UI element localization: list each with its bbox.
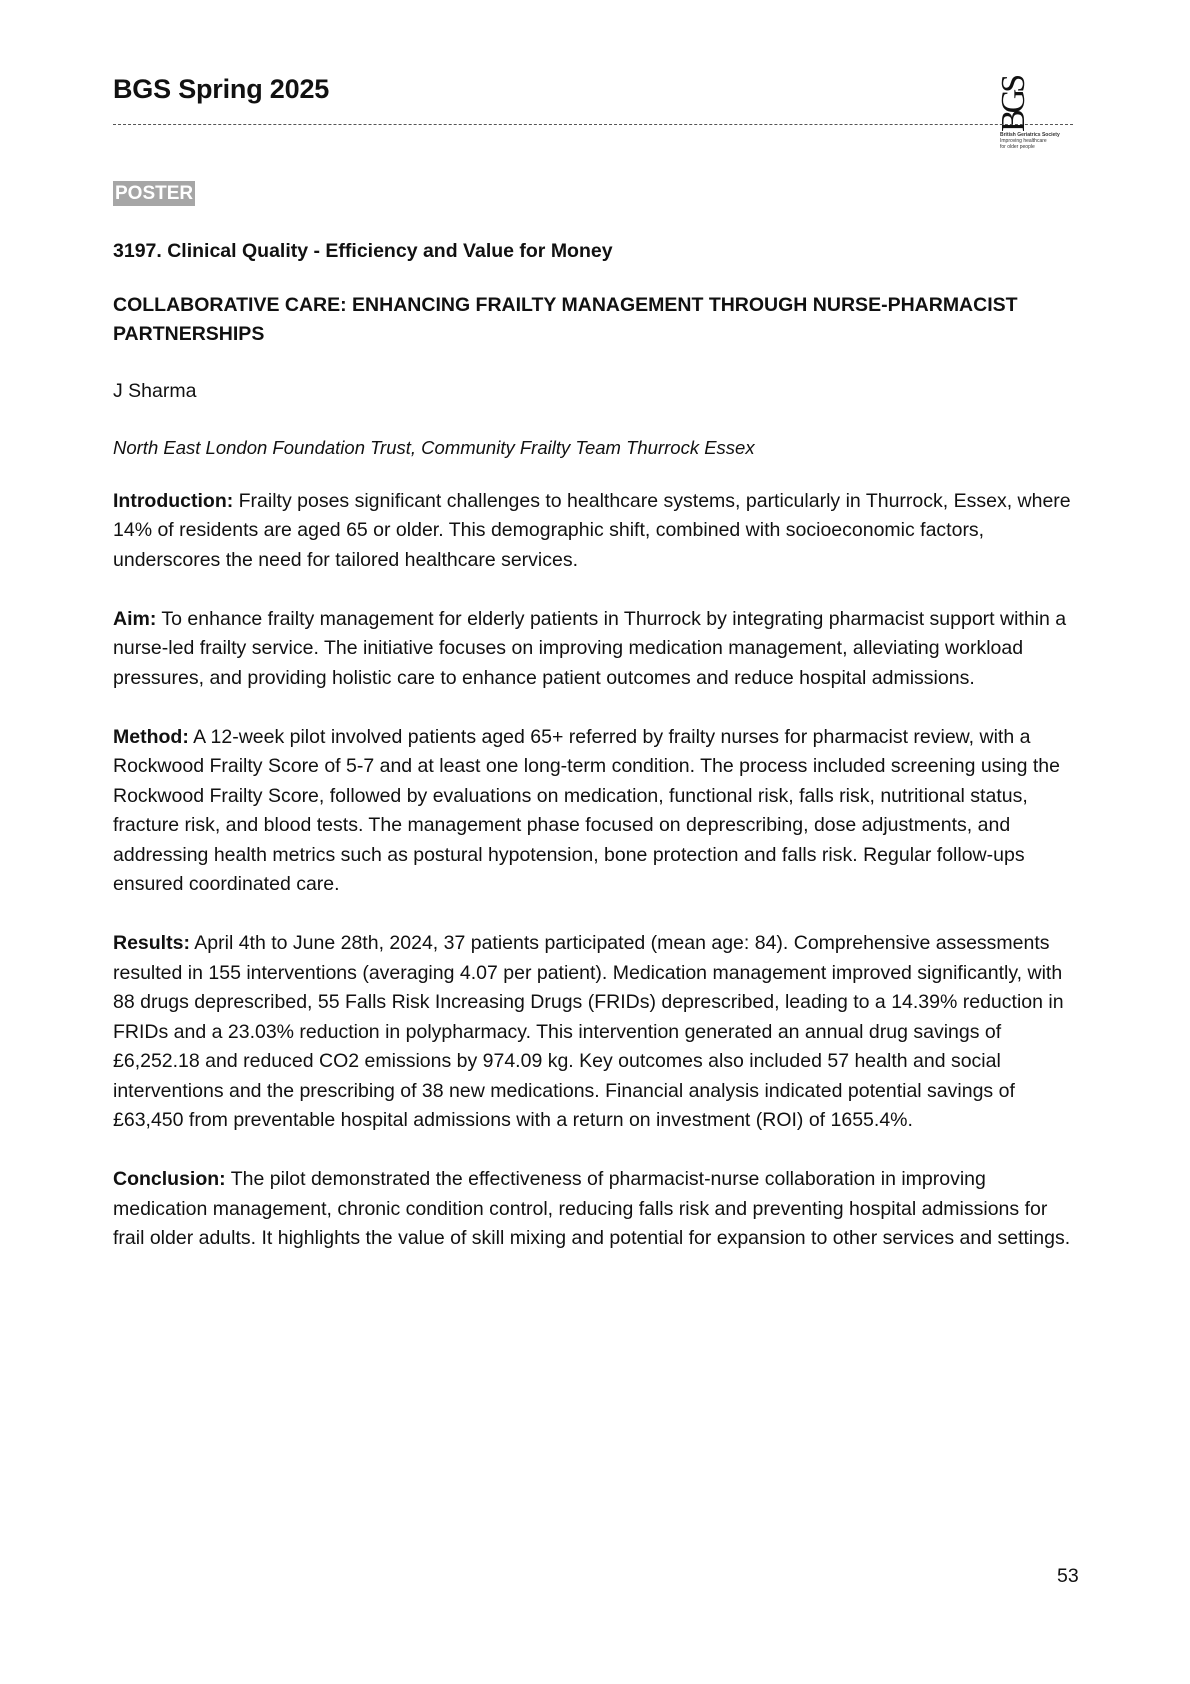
section-label: Introduction: xyxy=(113,489,234,512)
section-label: Results: xyxy=(113,932,190,954)
abstract-title: COLLABORATIVE CARE: ENHANCING FRAILTY MANAGEMENT THROUGH NURSE-PHARMACIST PARTNERSHIPS xyxy=(113,293,1018,345)
abstract-body xyxy=(113,237,1083,1283)
bgs-logo-mark-icon: BGS xyxy=(995,77,1032,132)
abstract-author: J Sharma xyxy=(113,379,197,402)
section-results xyxy=(113,929,1083,1136)
logo-tagline-1: Improving healthcare xyxy=(1000,138,1047,144)
abstract-affiliation: North East London Foundation Trust, Community Frailty Team Thurrock Essex xyxy=(113,437,755,458)
header-divider xyxy=(113,124,1073,125)
page-header-title: BGS Spring 2025 xyxy=(113,74,330,104)
section-text: April 4th to June 28th, 2024, 37 patients participated (mean age: 84). Comprehensive assessments resulted in 155 interventions (averaging 4.07 per patient). Medication management improved significantly, with 88 drugs deprescribed, 55 Falls Risk Increasing Drugs (FRIDs) deprescribed, leading to a 14.39% reduction in FRIDs and a 23.03% reduction in polypharmacy. This intervention generated an annual drug savings of £6,252.18 and reduced CO2 emissions by 974.09 kg. Key outcomes also included 57 health and social interventions and the prescribing of 38 new medications. Financial analysis indicated potential savings of £63,450 from preventable hospital admissions with a return on investment (ROI) of 1655.4%. xyxy=(113,932,1064,1131)
bgs-logo xyxy=(995,52,1090,150)
section-text: The pilot demonstrated the effectiveness of pharmacist-nurse collaboration in improving medication management, chronic condition control, reducing falls risk and preventing hospital admissions for frail older adults. It highlights the value of skill mixing and potential for expansion to other services and settings. xyxy=(113,1168,1071,1249)
poster-tag: POSTER xyxy=(115,183,194,204)
section-aim xyxy=(113,605,1083,694)
section-label: Aim: xyxy=(113,607,157,630)
section-label: Conclusion: xyxy=(113,1168,226,1190)
logo-tagline-2: for older people xyxy=(1000,144,1035,150)
section-conclusion xyxy=(113,1165,1083,1254)
logo-caption xyxy=(1000,132,1090,150)
section-introduction xyxy=(113,487,1083,576)
logo-org-name: British Geriatrics Society xyxy=(1000,132,1060,138)
section-text: To enhance frailty management for elderly patients in Thurrock by integrating pharmacist support within a nurse-led frailty service. The initiative focuses on improving medication management, alleviating workload pressures, and providing holistic care to enhance patient outcomes and reduce hospital admissions. xyxy=(113,607,1067,689)
section-text: Frailty poses significant challenges to healthcare systems, particularly in Thurrock, Essex, where 14% of residents are aged 65 or older. This demographic shift, combined with socioeconomic factors, underscores the need for tailored healthcare services. xyxy=(113,489,1071,571)
section-method xyxy=(113,723,1083,900)
abstract-category: 3197. Clinical Quality - Efficiency and Value for Money xyxy=(113,240,613,262)
page-number: 53 xyxy=(1057,1565,1079,1587)
section-text: A 12-week pilot involved patients aged 65+ referred by frailty nurses for pharmacist review, with a Rockwood Frailty Score of 5-7 and at least one long-term condition. The process included screening using the Rockwood Frailty Score, followed by evaluations on medication, functional risk, falls risk, nutritional status, fracture risk, and blood tests. The management phase focused on deprescribing, dose adjustments, and addressing health metrics such as postural hypotension, bone protection and falls risk. Regular follow-ups ensured coordinated care. xyxy=(113,725,1060,895)
section-label: Method: xyxy=(113,725,189,748)
